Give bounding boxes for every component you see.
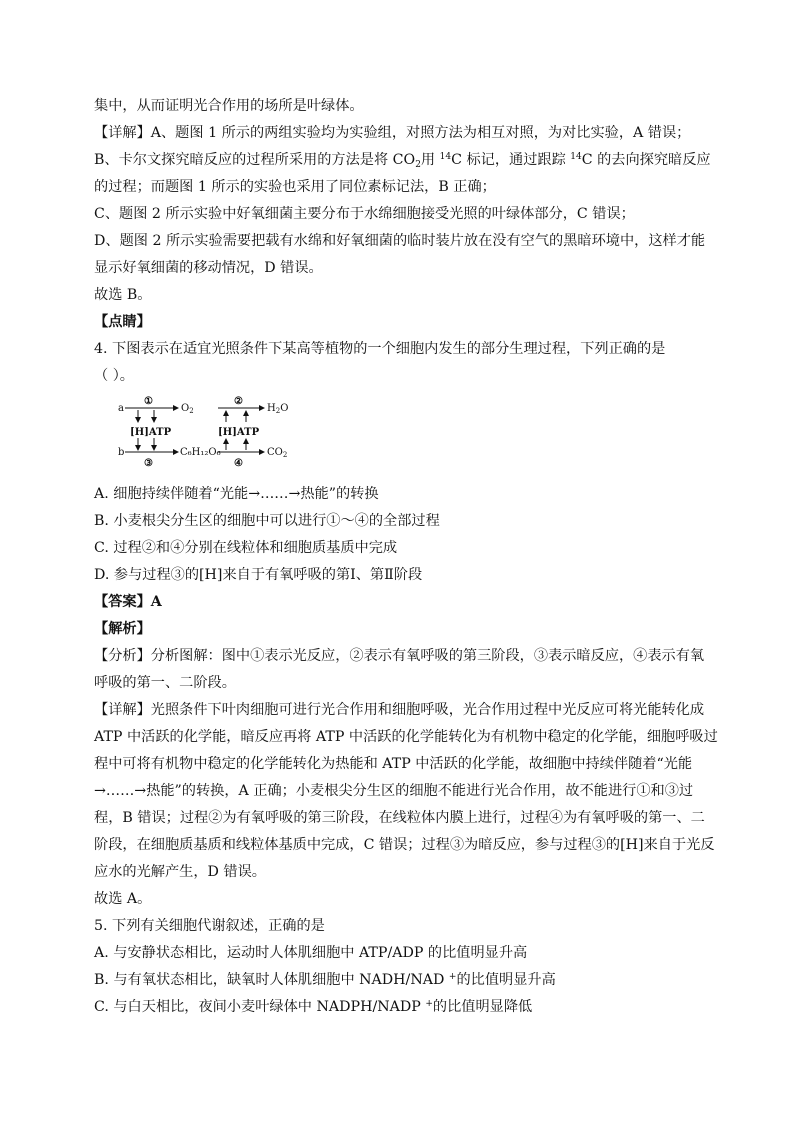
- label-a: a: [118, 403, 124, 414]
- text-span: 用: [420, 152, 440, 168]
- q5-option-c: [94, 997, 532, 1017]
- text-span: B、卡尔文探究暗反应的过程所采用的方法是将 CO: [94, 152, 416, 168]
- label-process-3: ③: [144, 458, 153, 469]
- subscript: 2: [415, 160, 421, 170]
- text-line: 故选 B。: [94, 287, 152, 303]
- text-span: 的比值明显升高: [456, 972, 556, 988]
- superscript: 14: [439, 152, 452, 162]
- superscript: +: [448, 972, 457, 982]
- label-process-1: ①: [144, 396, 153, 407]
- text-line: 的过程；而题图 1 所示的实验也采用了同位素标记法，B 正确；: [94, 179, 496, 195]
- option-a: A. 细胞持续伴随着“光能→……→热能”的转换: [94, 486, 379, 502]
- question-4-stem: 4. 下图表示在适宜光照条件下某高等植物的一个细胞内发生的部分生理过程，下列正确的是: [94, 341, 666, 357]
- label-co2: $CO_2$: [267, 447, 288, 459]
- text-line: 程中可将有机物中稳定的化学能转化为热能和 ATP 中活跃的化学能，故细胞中持续伴随着“光能: [94, 756, 693, 772]
- q5-option-b: [94, 970, 556, 990]
- q5-option-a: A. 与安静状态相比，运动时人体肌细胞中 ATP/ADP 的比值明显升高: [94, 945, 528, 961]
- question-5-stem: 5. 下列有关细胞代谢叙述，正确的是: [94, 918, 325, 934]
- label-hatp-right: [H]ATP: [218, 427, 260, 438]
- text-line: D、题图 2 所示实验需要把载有水绵和好氧细菌的临时装片放在没有空气的黑暗环境中，这样才能: [94, 233, 706, 249]
- text-line: 程，B 错误；过程②为有氧呼吸的第三阶段，在线粒体内膜上进行，过程④为有氧呼吸的第一、二: [94, 810, 705, 826]
- process-diagram: [114, 392, 304, 472]
- text-line: ATP 中活跃的化学能，暗反应再将 ATP 中活跃的化学能转化为有机物中稳定的化学能，细胞呼吸过: [94, 729, 718, 745]
- text-span: C 的去向探究暗反应: [581, 152, 711, 168]
- process-diagram-svg: [114, 392, 304, 472]
- analysis-heading: 【解析】: [94, 621, 151, 637]
- text-line: 呼吸的第一、二阶段。: [94, 675, 236, 691]
- label-process-4: ④: [234, 458, 243, 469]
- text-span: C. 与白天相比，夜间小麦叶绿体中 NADPH/NADP: [94, 999, 426, 1015]
- text-line: 【详解】A、题图 1 所示的两组实验均为实验组，对照方法为相互对照，为对比实验，A 错误；: [94, 125, 691, 141]
- label-hatp-left: [H]ATP: [130, 427, 172, 438]
- label-glucose: C₆H₁₂O₆: [180, 447, 221, 458]
- text-line: 应水的光解产生，D 错误。: [94, 864, 266, 880]
- text-line: 【分析】分析图解：图中①表示光反应，②表示有氧呼吸的第三阶段，③表示暗反应，④表示有氧: [94, 648, 705, 664]
- option-c: C. 过程②和④分别在线粒体和细胞质基质中完成: [94, 540, 398, 556]
- label-b: b: [118, 447, 125, 458]
- text-line: C、题图 2 所示实验中好氧细菌主要分布于水绵细胞接受光照的叶绿体部分，C 错误；: [94, 206, 635, 222]
- text-line: →……→热能”的转换，A 正确；小麦根尖分生区的细胞不能进行光合作用，故不能进行①和③过: [94, 783, 694, 799]
- option-d: D. 参与过程③的[H]来自于有氧呼吸的第Ⅰ、第Ⅱ阶段: [94, 567, 423, 583]
- section-heading: 【点睛】: [94, 314, 151, 330]
- superscript: 14: [570, 152, 582, 162]
- text-line: 故选 A。: [94, 891, 152, 907]
- text-line: 集中，从而证明光合作用的场所是叶绿体。: [94, 98, 364, 114]
- text-line: 显示好氧细菌的移动情况，D 错误。: [94, 260, 323, 276]
- text-span: 的比值明显降低: [432, 999, 533, 1015]
- option-b: B. 小麦根尖分生区的细胞中可以进行①～④的全部过程: [94, 513, 440, 529]
- answer-heading: 【答案】A: [94, 594, 162, 610]
- text-line: 【详解】光照条件下叶肉细胞可进行光合作用和细胞呼吸，光合作用过程中光反应可将光能转化成: [94, 702, 705, 718]
- superscript: +: [425, 999, 433, 1009]
- label-process-2: ②: [234, 396, 243, 407]
- text-line: [94, 150, 711, 170]
- text-span: C 标记，通过跟踪: [451, 152, 571, 168]
- text-span: B. 与有氧状态相比，缺氧时人体肌细胞中 NADH/NAD: [94, 972, 449, 988]
- text-line: 阶段，在细胞质基质和线粒体基质中完成，C 错误；过程③为暗反应，参与过程③的[H]来自于光反: [94, 837, 715, 853]
- question-4-blank: （ ）。: [94, 368, 134, 384]
- label-o2: $O_2$: [181, 403, 194, 415]
- label-h2o: $H_2O$: [267, 403, 289, 415]
